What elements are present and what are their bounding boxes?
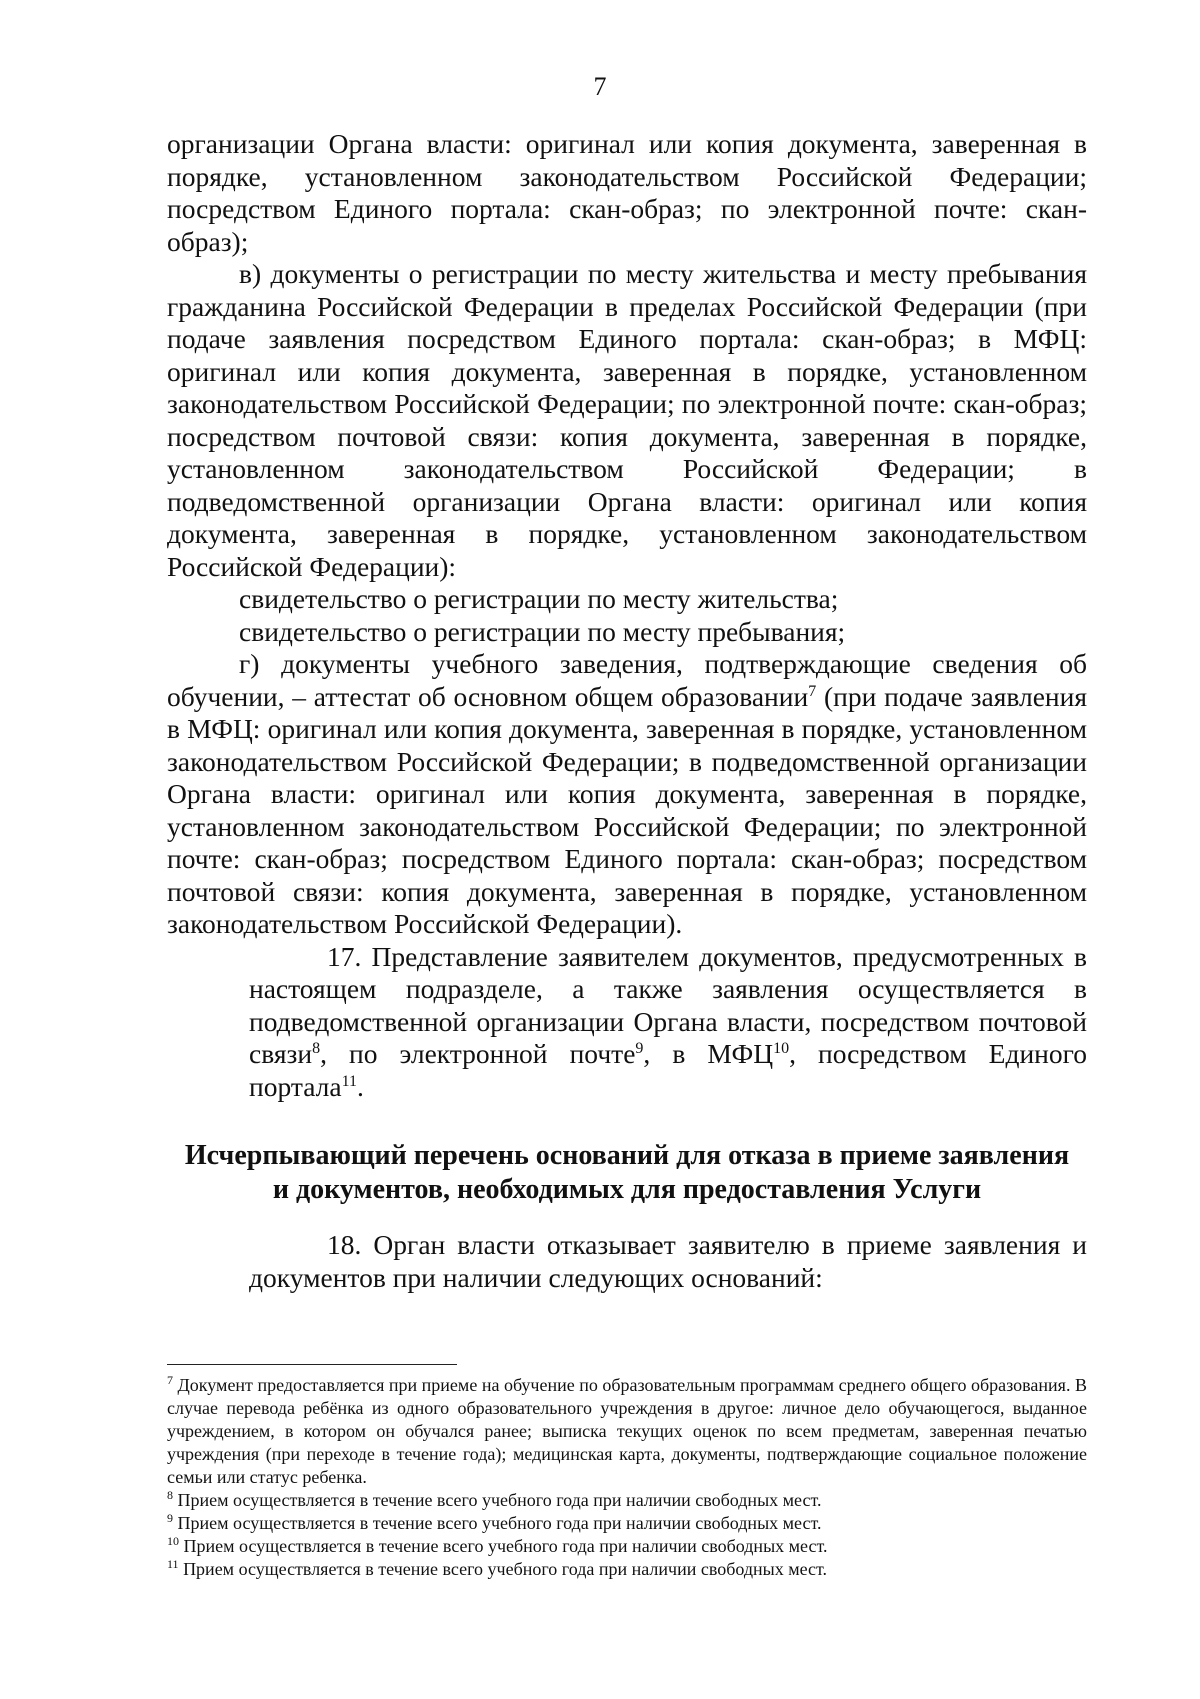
footnote-7 bbox=[167, 1374, 1087, 1489]
paragraph-continuation: организации Органа власти: оригинал или копия документа, заверенная в порядке, установленном законодательством Российской Федерации; посредством Единого портала: скан-образ; по электронной почте: скан-образ); bbox=[167, 128, 1087, 257]
paragraph-17 bbox=[167, 941, 1087, 1104]
footnote-number: 7 bbox=[167, 1373, 173, 1387]
footnote-11 bbox=[167, 1558, 1087, 1581]
section-heading-line1: Исчерпывающий перечень оснований для отказа в приеме заявления bbox=[184, 1140, 1070, 1171]
spacer bbox=[167, 1207, 1087, 1229]
footnote-ref-7[interactable]: 7 bbox=[808, 682, 817, 700]
footnote-number: 11 bbox=[167, 1557, 179, 1571]
paragraph-17-part5: . bbox=[357, 1070, 364, 1102]
footnote-text: Прием осуществляется в течение всего учебного года при наличии свободных мест. bbox=[178, 1559, 828, 1579]
paragraph-17-part4: , посредством Единого портала bbox=[249, 1038, 1087, 1102]
main-text bbox=[167, 128, 1087, 1294]
footnote-10 bbox=[167, 1535, 1087, 1558]
footnote-ref-10[interactable]: 10 bbox=[773, 1039, 790, 1057]
footnote-text: Прием осуществляется в течение всего учебного года при наличии свободных мест. bbox=[179, 1536, 828, 1556]
paragraph-17-part3: , в МФЦ bbox=[643, 1038, 774, 1069]
section-heading-line2: и документов, необходимых для предоставления Услуги bbox=[272, 1174, 982, 1205]
section-heading bbox=[167, 1139, 1087, 1207]
list-item-stay: свидетельство о регистрации по месту пребывания; bbox=[239, 615, 846, 647]
footnote-number: 10 bbox=[167, 1534, 179, 1548]
footnote-text: Документ предоставляется при приеме на обучение по образовательным программам среднего общего образования. В случае перевода ребёнка из одного образовательного учреждения в другое: личное дело обучающегося, выданное учреждением, в котором он обучался ранее; выписка текущих оценок по всем предметам, заверенная печатью учреждения (при переходе в течение года); медицинская карта, документы, подтверждающие социальное положение семьи или статус ребенка. bbox=[167, 1375, 1087, 1487]
page-number: 7 bbox=[593, 72, 607, 101]
paragraph-v: в) документы о регистрации по месту жительства и месту пребывания гражданина Российской Федерации в пределах Российской Федерации (при подаче заявления посредством Единого портала: скан-образ; в МФЦ: оригинал или копия документа, заверенная в порядке, установленном законодательством Российской Федерации; по электронной почте: скан-образ; посредством почтовой связи: копия документа, заверенная в порядке, установленном законодательством Российской Федерации; в подведомственной организации Органа власти: оригинал или копия документа, заверенная в порядке, установленном законодательством Российской Федерации): bbox=[167, 258, 1087, 582]
footnote-number: 8 bbox=[167, 1488, 173, 1502]
paragraph-17-part1: 17. Представление заявителем документов, предусмотренных в настоящем подразделе, а также заявления осуществляется в подведомственной организации Органа власти, посредством почтовой связи bbox=[249, 940, 1087, 1069]
footnote-ref-8[interactable]: 8 bbox=[312, 1039, 321, 1057]
paragraph-g bbox=[167, 648, 1087, 941]
footnotes bbox=[167, 1374, 1087, 1581]
footnote-text: Прием осуществляется в течение всего учебного года при наличии свободных мест. bbox=[173, 1490, 822, 1510]
paragraph-g-part2: (при подаче заявления в МФЦ: оригинал или копия документа, заверенная в порядке, установленном законодательством Российской Федерации; в подведомственной организации Органа власти: оригинал или копия документа, заверенная в порядке, установленном законодательством Российской Федерации; по электронной почте: скан-образ; посредством Единого портала: скан-образ; посредством почтовой связи: копия документа, заверенная в порядке, установленном законодательством Российской Федерации). bbox=[167, 680, 1087, 939]
list-item-residence: свидетельство о регистрации по месту жительства; bbox=[239, 583, 839, 614]
footnote-9 bbox=[167, 1512, 1087, 1535]
paragraph-17-part2: , по электронной почте bbox=[320, 1038, 636, 1069]
footnote-text: Прием осуществляется в течение всего учебного года при наличии свободных мест. bbox=[173, 1513, 822, 1533]
footnote-ref-11[interactable]: 11 bbox=[341, 1072, 357, 1090]
footnote-number: 9 bbox=[167, 1511, 173, 1525]
footnote-8 bbox=[167, 1489, 1087, 1512]
footnote-divider bbox=[167, 1364, 457, 1365]
footnote-ref-9[interactable]: 9 bbox=[635, 1039, 644, 1057]
paragraph-g-part1: г) документы учебного заведения, подтверждающие сведения об обучении, – аттестат об основном общем образовании bbox=[167, 648, 1087, 712]
spacer bbox=[167, 1103, 1087, 1139]
paragraph-18: 18. Орган власти отказывает заявителю в приеме заявления и документов при наличии следующих оснований: bbox=[249, 1229, 1087, 1293]
